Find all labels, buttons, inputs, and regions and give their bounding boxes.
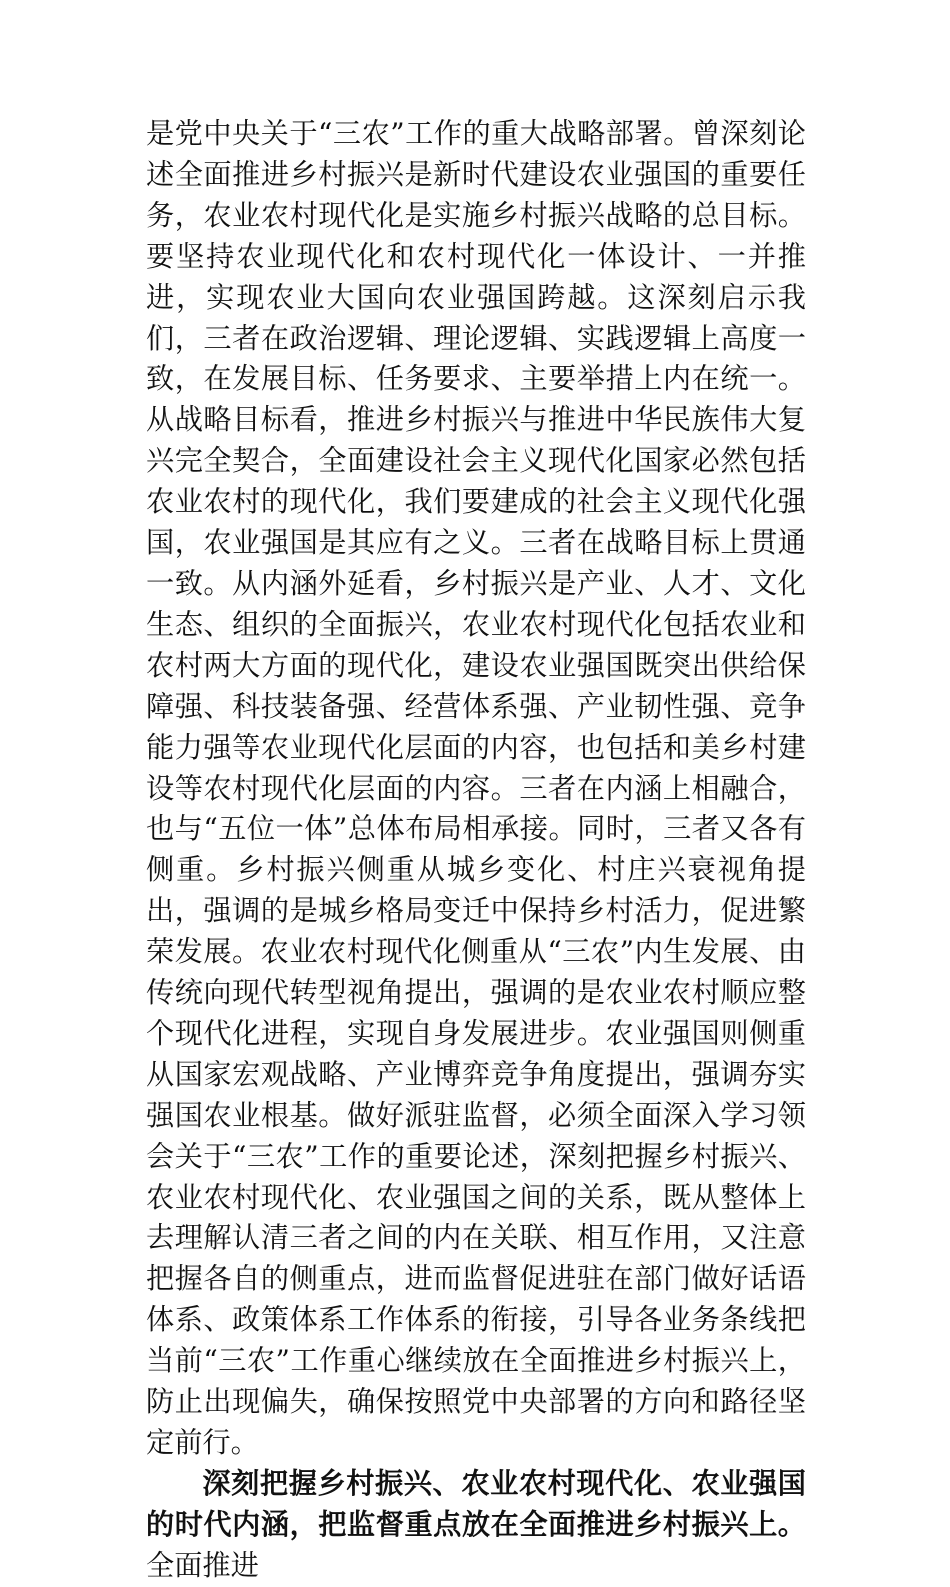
- bold-lead-sentence: 深刻把握乡村振兴、农业农村现代化、农业强国的时代内涵，把监督重点放在全面推进乡村振兴上。: [146, 1466, 806, 1541]
- document-page: [146, 114, 806, 1587]
- body-paragraph: 是党中央关于“三农”工作的重大战略部署。曾深刻论述全面推进乡村振兴是新时代建设农业强国的重要任务，农业农村现代化是实施乡村振兴战略的总目标。要坚持农业现代化和农村现代化一体设计、一并推进，实现农业大国向农业强国跨越。这深刻启示我们，三者在政治逻辑、理论逻辑、实践逻辑上高度一致，在发展目标、任务要求、主要举措上内在统一。从战略目标看，推进乡村振兴与推进中华民族伟大复兴完全契合，全面建设社会主义现代化国家必然包括农业农村的现代化，我们要建成的社会主义现代化强国，农业强国是其应有之义。三者在战略目标上贯通一致。从内涵外延看，乡村振兴是产业、人才、文化生态、组织的全面振兴，农业农村现代化包括农业和农村两大方面的现代化，建设农业强国既突出供给保障强、科技装备强、经营体系强、产业韧性强、竞争能力强等农业现代化层面的内容，也包括和美乡村建设等农村现代化层面的内容。三者在内涵上相融合，也与“五位一体”总体布局相承接。同时，三者又各有侧重。乡村振兴侧重从城乡变化、村庄兴衰视角提出，强调的是城乡格局变迁中保持乡村活力，促进繁荣发展。农业农村现代化侧重从“三农”内生发展、由传统向现代转型视角提出，强调的是农业农村顺应整个现代化进程，实现自身发展进步。农业强国则侧重从国家宏观战略、产业博弈竞争角度提出，强调夯实强国农业根基。做好派驻监督，必须全面深入学习领会关于“三农”工作的重要论述，深刻把握乡村振兴、农业农村现代化、农业强国之间的关系，既从整体上去理解认清三者之间的内在关联、相互作用，又注意把握各自的侧重点，进而监督促进驻在部门做好话语体系、政策体系工作体系的衔接，引导各业务条线把当前“三农”工作重心继续放在全面推进乡村振兴上，防止出现偏失，确保按照党中央部署的方向和路径坚定前行。: [146, 117, 806, 1459]
- section-paragraph: [146, 1464, 806, 1587]
- paragraph-continuation: 全面推进: [146, 1548, 259, 1582]
